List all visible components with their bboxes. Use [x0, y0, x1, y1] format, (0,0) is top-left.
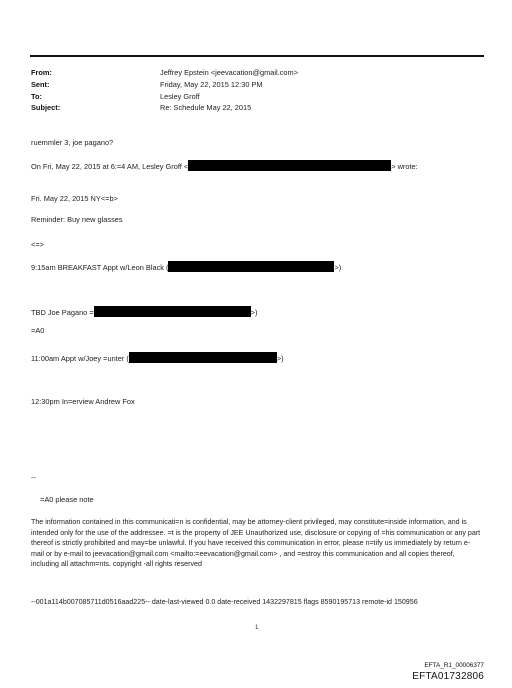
redaction-bar	[168, 261, 334, 272]
reminder-line: Reminder: Buy new glasses	[31, 215, 123, 224]
redaction-bar	[129, 352, 277, 363]
redaction-bar	[94, 306, 251, 317]
disclaimer-paragraph: The information contained in this communicati=n is confidential, may be attorney-client privileged, may constitute=inside information, and is intended only for the use of the addressee. =t is the property of JEE Unauthorized use, disclosure or copying of =his communication or any part thereof is strictly prohibited and may=be unlawful. If you have received this communication in error, please n=tify us immediately by return e-mail or by e-mail to jeevacation@gmail.com <mailto:=eevacation@gmail.com> , and =estroy this communication and all copies thereof, including all attachm=nts. copyright -all rights reserved	[31, 518, 481, 569]
appt-end: >)	[276, 354, 284, 363]
breakfast-text: 9:15am BREAKFAST Appt w/Leon Black (	[31, 263, 169, 272]
breakfast-end: >)	[334, 263, 342, 272]
reply-text: ruemmler 3, joe pagano?	[31, 138, 114, 147]
tbd-text: TBD Joe Pagano =	[31, 308, 94, 317]
from-value: Jeffrey Epstein <jeevacation@gmail.com>	[160, 68, 299, 77]
interview-line: 12:30pm In=erview Andrew Fox	[31, 397, 135, 406]
sent-label: Sent:	[31, 80, 50, 89]
appt-text: 11:00am Appt w/Joey =unter (	[31, 354, 129, 363]
tag-line: <=>	[31, 240, 44, 249]
from-label: From:	[31, 68, 52, 77]
quote-intro-end: > wrote:	[391, 162, 418, 171]
bates-number: EFTA01732806	[412, 671, 484, 682]
appt-line	[31, 352, 284, 363]
bates-number-small: EFTA_R1_00006377	[424, 662, 484, 669]
quote-intro	[31, 160, 418, 171]
please-note: =A0 please note	[40, 495, 94, 504]
sent-value: Friday, May 22, 2015 12:30 PM	[160, 80, 263, 89]
a0-line: =A0	[31, 326, 45, 335]
tbd-end: >)	[250, 308, 258, 317]
subject-value: Re: Schedule May 22, 2015	[160, 103, 252, 112]
redaction-bar	[188, 160, 391, 171]
quote-intro-start: On Fri, May 22, 2015 at 6:=4 AM, Lesley Groff <	[31, 162, 189, 171]
subject-label: Subject:	[31, 103, 61, 112]
to-value: Lesley Groff	[160, 92, 200, 101]
signature-dashes: --	[31, 473, 36, 482]
metadata-line: --001a114b007085711d0516aad225-- date-last-viewed 0.0 date-received 1432297815 flags 8590195713 remote-id 150956	[31, 598, 418, 606]
page-number: 1	[255, 625, 259, 631]
header-rule	[30, 55, 484, 57]
tbd-line	[31, 306, 257, 317]
to-label: To:	[31, 92, 42, 101]
breakfast-line	[31, 261, 341, 272]
date-line: Fri. May 22, 2015 NY<=b>	[31, 194, 118, 203]
